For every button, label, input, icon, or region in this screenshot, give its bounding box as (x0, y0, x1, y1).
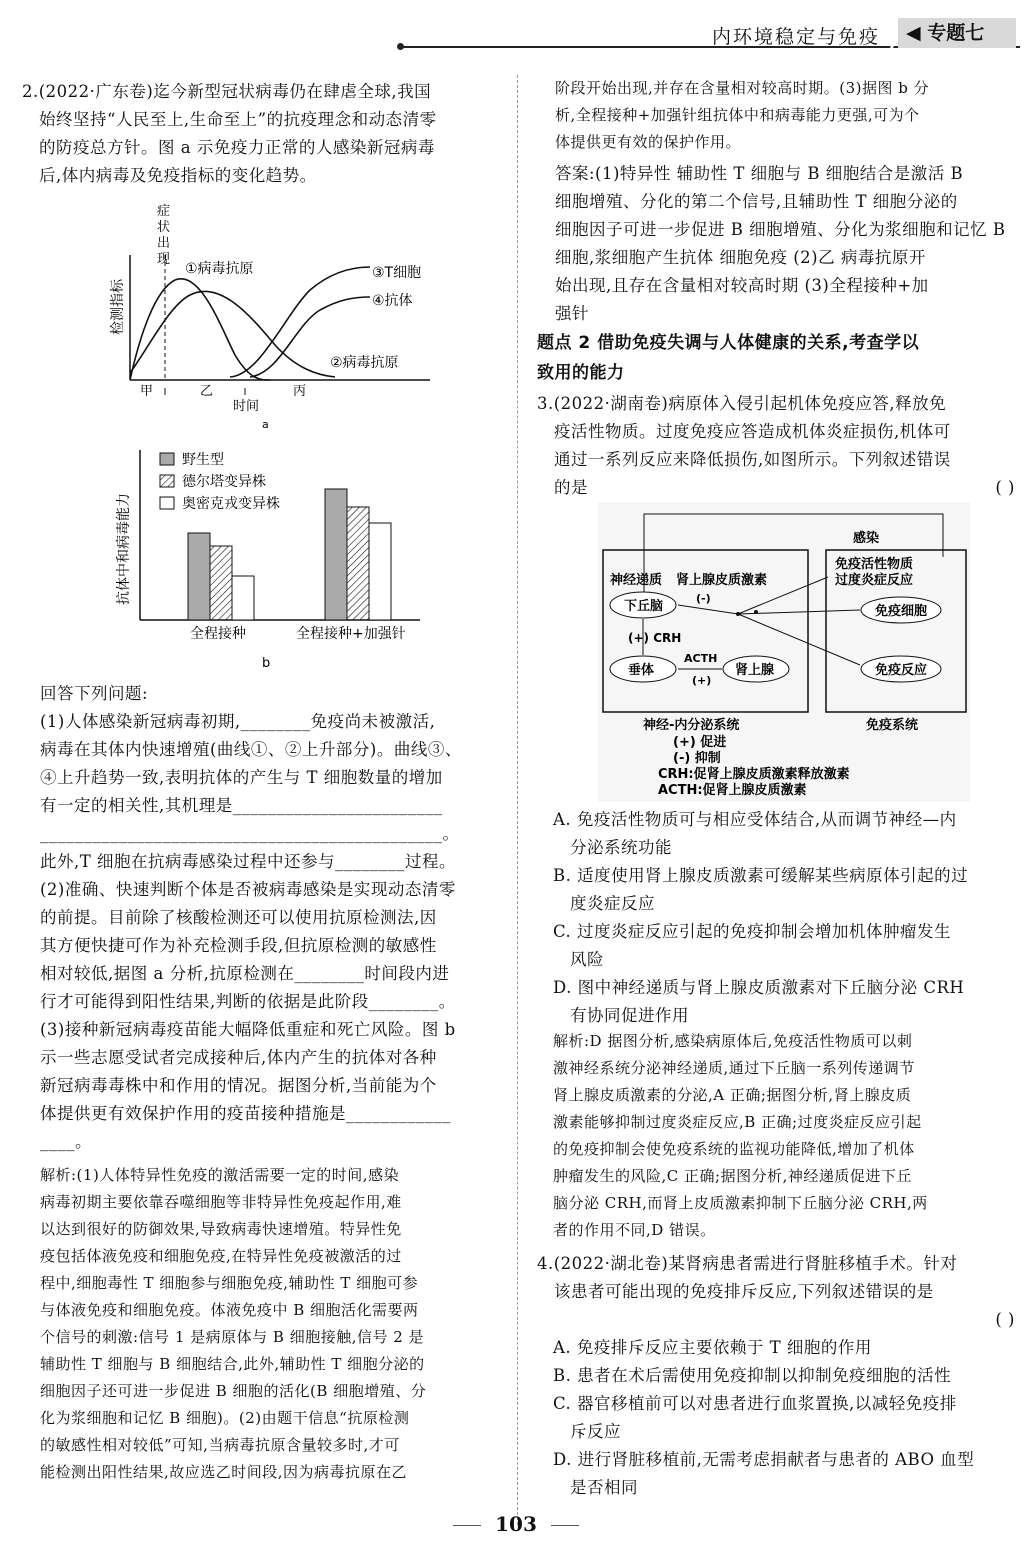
minus-label: (-) (696, 592, 711, 605)
text-line: 病毒初期主要依靠吞噬细胞等非特异性免疫起作用,难 (40, 1193, 402, 1211)
immune-response-label: 免疫反应 (875, 663, 928, 678)
option-a[interactable]: A. 免疫活性物质可与相应受体结合,从而调节神经—内 (553, 810, 957, 829)
q2-analysis (40, 1162, 502, 1486)
header-tag: ◀ 专题七 (898, 18, 1016, 48)
label-curve-2: ②病毒抗原 (330, 355, 399, 371)
answer-paren: ( ) (995, 478, 1015, 497)
figure-a (110, 195, 440, 435)
page-number: 103 (495, 1512, 537, 1536)
text-line: 体提供更有效的保护作用。 (555, 133, 742, 151)
text-line: 阶段开始出现,并存在含量相对较高时期。(3)据图 b 分 (555, 79, 930, 97)
arrow (678, 605, 738, 614)
text-line: 程中,细胞毒性 T 细胞参与细胞免疫,辅助性 T 细胞可参 (40, 1274, 419, 1292)
option-d-cont: 是否相同 (570, 1478, 638, 1497)
text-line: (3)接种新冠病毒疫苗能大幅降低重症和死亡风险。图 b (40, 1020, 456, 1039)
text-line: ④上升趋势一致,表明抗体的产生与 T 细胞数量的增加 (40, 768, 443, 787)
option-c[interactable]: C. 器官移植前可以对患者进行血浆置换,以减轻免疫排 (553, 1394, 957, 1413)
label-curve-4: ④抗体 (372, 293, 413, 309)
text-line: 析,全程接种+加强针组抗体中和病毒能力更强,可为个 (555, 106, 920, 124)
q2-analysis-continued (555, 75, 1015, 156)
neurotransmitter-label: 神经递质 (610, 573, 663, 588)
text-line: 致用的能力 (537, 363, 625, 383)
column-divider (517, 75, 518, 1525)
legend-label-1: 野生型 (182, 452, 224, 468)
label-curve-1: ①病毒抗原 (185, 261, 254, 277)
text-line: 细胞因子还可进一步促进 B 细胞的活化(B 细胞增殖、分 (40, 1382, 427, 1400)
immune-cell-label: 免疫细胞 (875, 604, 928, 619)
text-line: 肿瘤发生的风险,C 正确;据图分析,神经递质促进下丘 (553, 1167, 912, 1185)
text-line: 的敏感性相对较低”可知,当病毒抗原含量较多时,才可 (40, 1436, 400, 1454)
text-line: 相对较低,据图 a 分析,抗原检测在________时间段内进 (40, 964, 450, 983)
text-line: 强针 (555, 304, 589, 323)
corticoid-label: 肾上腺皮质激素 (676, 573, 768, 588)
text-line: 的免疫抑制会使免疫系统的监视功能降低,增加了机体 (553, 1140, 915, 1158)
q3-analysis (553, 1028, 1015, 1244)
x-label: 时间 (233, 399, 260, 414)
text-line: 始出现,且存在含量相对较高时期 (3)全程接种+加 (555, 276, 929, 295)
q2-answer (555, 160, 1015, 328)
text-line: 与体液免疫和细胞免疫。体液免疫中 B 细胞活化需要两 (40, 1301, 419, 1319)
dot (736, 612, 740, 616)
bar (210, 546, 232, 620)
text-line: 细胞,浆细胞产生抗体 细胞免疫 (2)乙 病毒抗原开 (555, 248, 926, 267)
q3-stem (537, 390, 1015, 502)
y-label: 抗体中和病毒能力 (116, 493, 132, 605)
page-number-footer (0, 1512, 1032, 1536)
text-line: 体提供更有效保护作用的疫苗接种措施是____________ (40, 1104, 451, 1123)
text-line: 解析:D 据图分析,感染病原体后,免疫活性物质可以刺 (553, 1032, 913, 1050)
group-label-2: 全程接种+加强针 (296, 626, 406, 642)
acth-plus-label: (+) (692, 674, 712, 687)
text-line: 化为浆细胞和记忆 B 细胞)。(2)由题干信息“抗原检测 (40, 1409, 410, 1427)
text-line: 者的作用不同,D 错误。 (553, 1221, 716, 1239)
symptom-label-3: 出 (157, 236, 171, 251)
text-line: 后,体内病毒及免疫指标的变化趋势。 (39, 166, 317, 185)
option-b-cont: 度炎症反应 (570, 894, 655, 913)
text-line: 以达到很好的防御效果,导致病毒快速增殖。特异性免 (40, 1220, 402, 1238)
curve-2 (130, 291, 335, 377)
topic-2-title (537, 328, 1017, 388)
bar (232, 576, 254, 620)
adrenal-label: 肾上腺 (735, 663, 775, 678)
figure-b (110, 445, 440, 675)
text-line: 脑分泌 CRH,而肾上皮质激素抑制下丘脑分泌 CRH,两 (553, 1194, 928, 1212)
group-label-1: 全程接种 (190, 626, 246, 642)
legend-line: ACTH:促肾上腺皮质激素 (658, 783, 807, 798)
text-line: 细胞因子可进一步促进 B 细胞增殖、分化为浆细胞和记忆 B (555, 220, 1006, 239)
option-d-cont: 有协同促进作用 (570, 1006, 689, 1025)
system-left-label: 神经-内分泌系统 (643, 718, 740, 733)
legend-label-2: 德尔塔变异株 (182, 474, 266, 490)
symptom-label-2: 状 (157, 220, 171, 235)
bar (347, 507, 369, 620)
inflammation-label: 过度炎症反应 (835, 573, 914, 588)
text-line: 3.(2022·湖南卷)病原体入侵引起机体免疫应答,释放免 (537, 394, 947, 413)
text-line: 始终坚持“人民至上,生命至上”的抗疫理念和动态清零 (39, 110, 437, 129)
option-c[interactable]: C. 过度炎症反应引起的免疫抑制会增加机体肿瘤发生 (553, 922, 952, 941)
text-line: (1)人体感染新冠病毒初期,________免疫尚未被激活, (40, 712, 436, 731)
pituitary-label: 垂体 (628, 663, 655, 678)
text-line: 的是 ( ) (537, 474, 1015, 502)
legend-label-3: 奥密克戎变异株 (182, 496, 280, 512)
text-line: 的防疫总方针。图 a 示免疫力正常的人感染新冠病毒 (39, 138, 435, 157)
text-line: 个信号的刺激:信号 1 是病原体与 B 细胞接触,信号 2 是 (40, 1328, 425, 1346)
text-line: 病毒在其体内快速增殖(曲线①、②上升部分)。曲线③、 (40, 740, 462, 759)
label-curve-3: ③T细胞 (372, 265, 422, 281)
text-line: 新冠病毒毒株中和作用的情况。据图分析,当前能为个 (40, 1076, 437, 1095)
q4-stem (537, 1250, 1015, 1334)
legend-line: (+) 促进 (673, 735, 727, 750)
figure-a-caption: a (262, 418, 269, 431)
infection-label: 感染 (853, 531, 880, 546)
period-3: 丙 (293, 384, 307, 399)
text-line: 激神经系统分泌神经递质,通过下丘脑一系列传递调节 (553, 1059, 915, 1077)
text-line: (2)准确、快速判断个体是否被病毒感染是实现动态清零 (40, 880, 456, 899)
option-a[interactable]: A. 免疫排斥反应主要依赖于 T 细胞的作用 (553, 1338, 872, 1357)
option-d[interactable]: D. 图中神经递质与肾上腺皮质激素对下丘脑分泌 CRH (553, 978, 965, 997)
text-line: 辅助性 T 细胞与 B 细胞结合,此外,辅助性 T 细胞分泌的 (40, 1355, 425, 1373)
text-line: 疫包括体液免疫和细胞免疫,在特异性免疫被激活的过 (40, 1247, 402, 1265)
bar (188, 533, 210, 620)
legend-line: (-) 抑制 (673, 751, 721, 766)
q2-questions (40, 680, 502, 1156)
text-line: 4.(2022·湖北卷)某肾病患者需进行肾脏移植手术。针对 (537, 1254, 958, 1273)
answer-paren: ( ) (995, 1310, 1015, 1329)
legend-swatch-2 (160, 475, 174, 487)
legend-line: CRH:促肾上腺皮质激素释放激素 (658, 767, 850, 782)
text-line: 行才可能得到阳性结果,判断的依据是此阶段________。 (40, 992, 456, 1011)
text-line: 题点 2 借助免疫失调与人体健康的关系,考查学以 (537, 333, 920, 353)
y-label: 检测指标 (110, 279, 126, 335)
text-line: 答案:(1)特异性 辅助性 T 细胞与 B 细胞结合是激活 B (555, 164, 964, 183)
legend-swatch-3 (160, 497, 174, 509)
text-line: 激素能够抑制过度炎症反应,B 正确;过度炎症反应引起 (553, 1113, 922, 1131)
period-1: 甲 (140, 384, 154, 399)
bar (325, 489, 347, 620)
text-line: 能检测出阳性结果,故应选乙时间段,因为病毒抗原在乙 (40, 1463, 408, 1481)
text-line: 示一些志愿受试者完成接种后,体内产生的抗体对各种 (40, 1048, 437, 1067)
option-b[interactable]: B. 适度使用肾上腺皮质激素可缓解某些病原体引起的过 (553, 866, 969, 885)
dot (754, 610, 758, 614)
symptom-label-1: 症 (157, 204, 171, 219)
bar (369, 523, 391, 620)
text-line: ____。 (40, 1132, 92, 1151)
figure-b-caption: b (262, 656, 271, 671)
text-line: 通过一系列反应来降低损伤,如图所示。下列叙述错误 (554, 450, 951, 469)
header-title: 内环境稳定与免疫 (712, 26, 881, 48)
q2-stem (22, 78, 502, 190)
hypothalamus-label: 下丘脑 (624, 599, 664, 614)
q3-diagram (598, 502, 970, 802)
text-line: 肾上腺皮质激素的分泌,A 正确;据图分析,肾上腺皮质 (553, 1086, 912, 1104)
text-line: 回答下列问题: (40, 684, 149, 703)
footer-dash (453, 1525, 481, 1526)
text-line: 此外,T 细胞在抗病毒感染过程中还参与________过程。 (40, 852, 456, 871)
immune-substance-label: 免疫活性物质 (835, 557, 914, 572)
text-line: 其方便快捷可作为补充检测手段,但抗原检测的敏感性 (40, 936, 437, 955)
text-line: 该患者可能出现的免疫排斥反应,下列叙述错误的是 (554, 1282, 934, 1301)
symptom-label-4: 现 (157, 252, 171, 267)
crh-label: (+) CRH (628, 631, 682, 645)
q4-options (553, 1334, 1015, 1502)
text-line: 细胞增殖、分化的第二个信号,且辅助性 T 细胞分泌的 (555, 192, 958, 211)
text-line: 有一定的相关性,其机理是________________________ (40, 796, 443, 815)
option-b[interactable]: B. 患者在术后需使用免疫抑制以抑制免疫细胞的活性 (553, 1366, 952, 1385)
option-d[interactable]: D. 进行肾脏移植前,无需考虑捐献者与患者的 ABO 血型 (553, 1450, 975, 1469)
footer-dash (551, 1525, 579, 1526)
q3-options (553, 806, 1015, 1030)
option-a-cont: 分泌系统功能 (570, 838, 672, 857)
text-line: 疫活性物质。过度免疫应答造成机体炎症损伤,机体可 (554, 422, 951, 441)
curve-1 (130, 279, 270, 380)
acth-label: ACTH (684, 652, 718, 665)
period-2: 乙 (200, 384, 214, 399)
text-line: 2.(2022·广东卷)迄今新型冠状病毒仍在肆虐全球,我国 (22, 82, 432, 101)
system-right-label: 免疫系统 (866, 718, 919, 733)
option-c-cont: 风险 (570, 950, 604, 969)
text-line: 解析:(1)人体特异性免疫的激活需要一定的时间,感染 (40, 1166, 400, 1184)
legend-swatch-1 (160, 453, 174, 465)
text-line: ______________________________________________。 (40, 824, 460, 843)
option-c-cont: 斥反应 (570, 1422, 621, 1441)
text-line: 的前提。目前除了核酸检测还可以使用抗原检测法,因 (40, 908, 437, 927)
